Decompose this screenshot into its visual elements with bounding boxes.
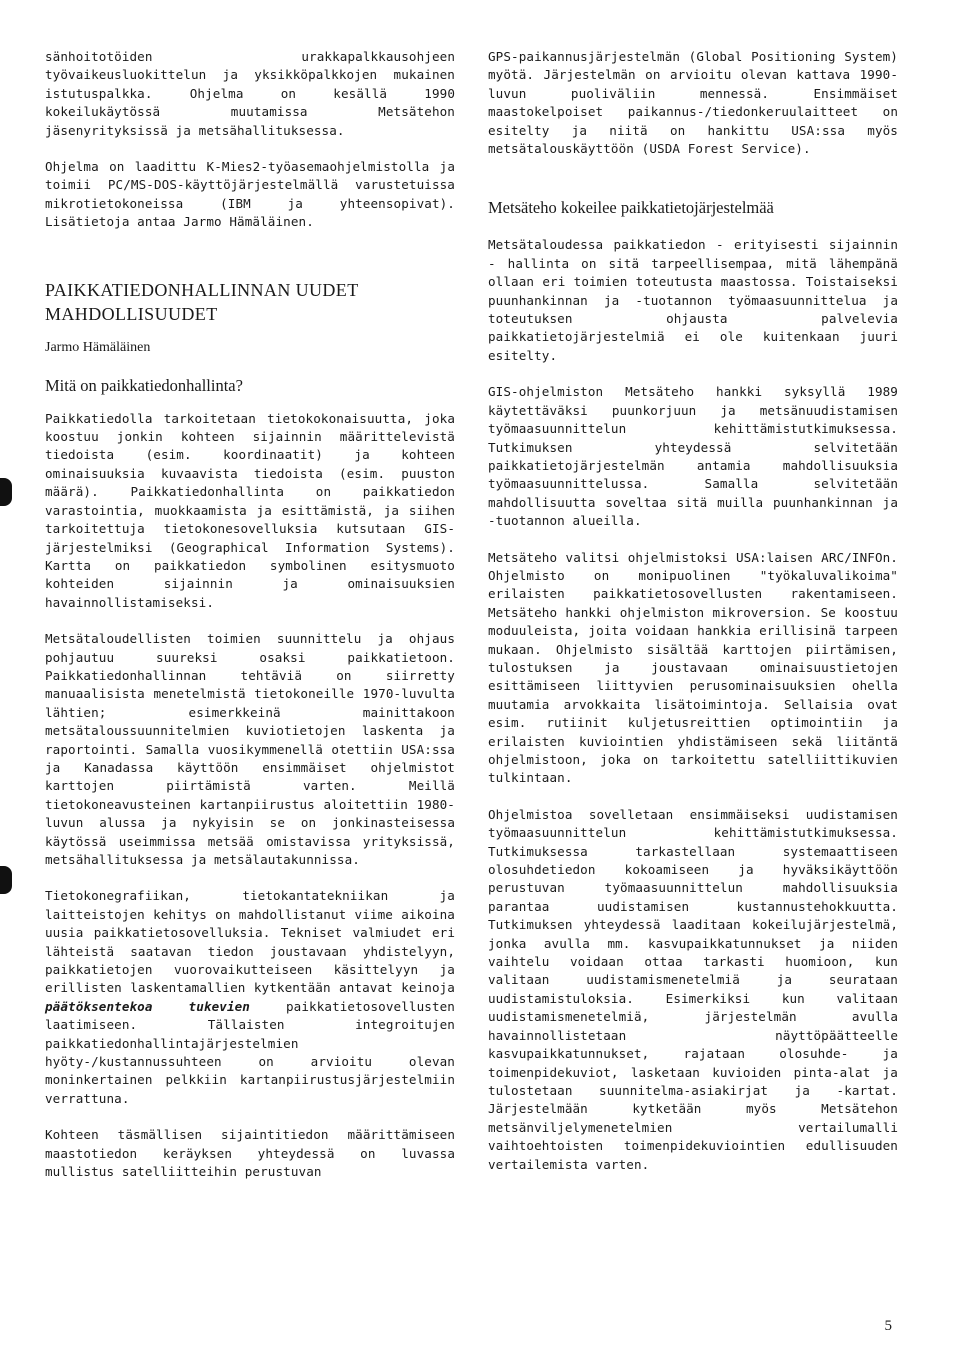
paragraph-history: Metsätaloudellisten toimien suunnittelu ja ohjaus pohjautuu suureksi osaksi paikkatietoon. Paikkatiedonhallinnan tehtäviä on siirretty manuaalisista menetelmistä tietokoneille 1970-luvulta lähtien; esimerkkeinä mainittakoon metsätaloussuunnitelmien kuviotietojen laskenta ja raportointi. Samalla vuosikymmenellä otettiin USA:ssa ja Kanadassa käyttöön ensimmäiset ohjelmistot karttojen piirtämistä varten. Meillä tietokoneavusteinen kartanpiirustus aloitettiin 1980-luvun alussa ja nykyisin se on jonkinasteisessa käytössä useimmissa metsää omistavissa yrityksissä, metsähallituksessa ja metsälautakunnissa. bbox=[45, 631, 455, 867]
paragraph-technology-part-a: Tietokonegrafiikan, tietokantatekniikan ja laitteistojen kehitys on mahdollistanut viime aikoina uusia paikkatietosovelluksia. Tekniset valmiudet eri lähteistä saatavan tiedon joustavaan yhdistelyyn, paikkatietojen vuorovaikutteiseen käsittelyyn ja erillisten laskentamallien kytkentään antavat keinoja bbox=[45, 888, 455, 996]
punch-hole-top bbox=[0, 478, 12, 506]
punch-hole-bottom bbox=[0, 866, 12, 894]
paragraph-need: Metsätaloudessa paikkatiedon - erityisesti sijainnin - hallinta on sitä tarpeellisempaa, mitä lähempänä ollaan eri toimien toteutusta maastossa. Toistaiseksi puunhankinnan ja -tuotannon työmaasuunnittelua ja toteutuksen ohjausta palvelevia paikkatietojärjestelmiä ei ole kuitenkaan juuri esitelty. bbox=[488, 237, 898, 363]
right-column bbox=[488, 48, 898, 1174]
paragraph-definition: Paikkatiedolla tarkoitetaan tietokokonaisuutta, joka koostuu jonkin kohteen sijainnin määrittelevistä tiedoista (esim. koordinaatit) ja kohteen ominaisuuksia kuvaavista tiedoista (esim. puuston määrä). Paikkatiedonhallinta on paikkatiedon varastointia, muokkaamista ja esittämistä, ja siihen tarkoitettuja tietokonesovelluksia kutsutaan GIS-järjestelmiksi (Geographical Information Systems). Kartta on paikkatiedon symbolinen esitysmuoto kohteiden sijainnin ja ominaisuuksien havainnollistamiseksi. bbox=[45, 410, 455, 610]
section-heading-metsateho: Metsäteho kokeilee paikkatietojärjestelmää bbox=[488, 198, 774, 218]
left-column bbox=[45, 48, 455, 1182]
emphasis-decision-support: päätöksentekoa tukevien bbox=[45, 998, 250, 1014]
paragraph-project: GIS-ohjelmiston Metsäteho hankki syksyllä 1989 käytettäväksi puunkorjuun ja metsänuudistamisen työmaasuunnittelun kehittämistutkimuksessa. Tutkimuksen yhteydessä selvitetään paikkatietojärjestelmän antamia mahdollisuuksia työmaasuunnittelussa. Samalla selvitetään mahdollisuutta soveltaa sitä muilla puunhankinnan ja -tuotannon alueilla. bbox=[488, 384, 898, 529]
paragraph-technology-part-b: paikkatietosovellusten laatimiseen. Tällaisten integroitujen paikkatiedonhallintajärjestelmien hyöty-/kustannussuhteen on arvioitu olevan moninkertainen pelkkiin kartanpiirustusjärjestelmiin verrattuna. bbox=[45, 998, 455, 1106]
paragraph-gps-continued: GPS-paikannusjärjestelmän (Global Positioning System) myötä. Järjestelmän on arvioitu olevan kattava 1990-luvun puoliväliin mennessä. Ensimmäiset maastokelpoiset paikannus-/tiedonkeruulaitteet on esitelty ja niitä on hankittu USA:ssa myös metsätalouskäyttöön (USDA Forest Service). bbox=[488, 49, 898, 157]
paragraph-technology bbox=[45, 887, 455, 1108]
paragraph-program: Ohjelma on laadittu K-Mies2-työasemaohjelmistolla ja toimii PC/MS-DOS-käyttöjärjestelmällä varustetuissa mikrotietokoneissa (IBM ja yhteensopivat). Lisätietoja antaa Jarmo Hämäläinen. bbox=[45, 159, 455, 230]
article-author: Jarmo Hämäläinen bbox=[45, 339, 151, 355]
section-heading-what-is: Mitä on paikkatiedonhallinta? bbox=[45, 375, 243, 395]
paragraph-software: Metsäteho valitsi ohjelmistoksi USA:laisen ARC/INFOn. Ohjelmisto on monipuolinen "työkaluvalikoima" erilaisten paikkatietosovellusten rakentamiseen. Metsäteho hankki ohjelmiston mikroversion. Se koostuu moduuleista, joita voidaan hankkia erillisinä tarpeen mukaan. Ohjelmisto sisältää karttojen piirtämisen, tulostuksen ja joustavaan ominaisuustietojen esittämiseen liittyvien perusominaisuuksien ohella muutamia arvokkaita lisätoimintoja. Sellaisia ovat esim. rutiinit kuljetusreittien optimointiin ja erilaisten kuviointien yhdistämiseen sekä liitäntä ohjelmistoon, joka on tarkoitettu satelliittikuvien tulkintaan. bbox=[488, 549, 898, 786]
paragraph-intro-continued: sänhoitotöiden urakkapalkkausohjeen työvaikeusluokittelun ja yksikköpalkkojen mukainen istutuspalkka. Ohjelma on kesällä 1990 kokeilukäytössä muutamissa Metsätehon jäsenyrityksissä ja metsähallituksessa. bbox=[45, 49, 455, 138]
page-number: 5 bbox=[884, 1318, 892, 1334]
paragraph-gps: Kohteen täsmällisen sijaintitiedon määrittämiseen maastotiedon keräyksen yhteydessä on luvassa mullistus satelliitteihin perustuvan bbox=[45, 1127, 455, 1180]
article-heading: PAIKKATIEDONHALLINNAN UUDET MAHDOLLISUUDET bbox=[45, 279, 359, 324]
paragraph-application: Ohjelmistoa sovelletaan ensimmäiseksi uudistamisen työmaasuunnittelun kehittämistutkimuksessa. Tutkimuksessa tarkastellaan systemaattiseen olosuhdetiedon kokoamiseen ja hyväksikäyttöön perustuvan työmaasuunnittelun mahdollisuuksia parantaa uudistamisen kustannustehokkuutta. Tutkimuksen yhteydessä laaditaan kokeilujärjestelmä, jonka avulla mm. kasvupaikkatunnukset ja niiden vaihtelu voidaan ottaa tarkasti huomioon, kun valitaan uudistamismenetelmiä ja seurataan uudistamistuloksia. Esimerkiksi kun valitaan uudistamismenetelmiä, järjestelmän avulla havainnollistetaan näyttöpäätteelle kasvupaikkatunnukset, rajataan olosuhde- ja toimenpidekuviot, lasketaan kuvioiden pinta-alat ja tulostetaan suunnitelma-asiakirjat ja -kartat. Järjestelmään kytketään myös Metsätehon metsänviljelymenetelmien vertailumalli vaihtoehtoisten toimenpidekuviointien edullisuuden vertailemista varten. bbox=[488, 806, 898, 1172]
